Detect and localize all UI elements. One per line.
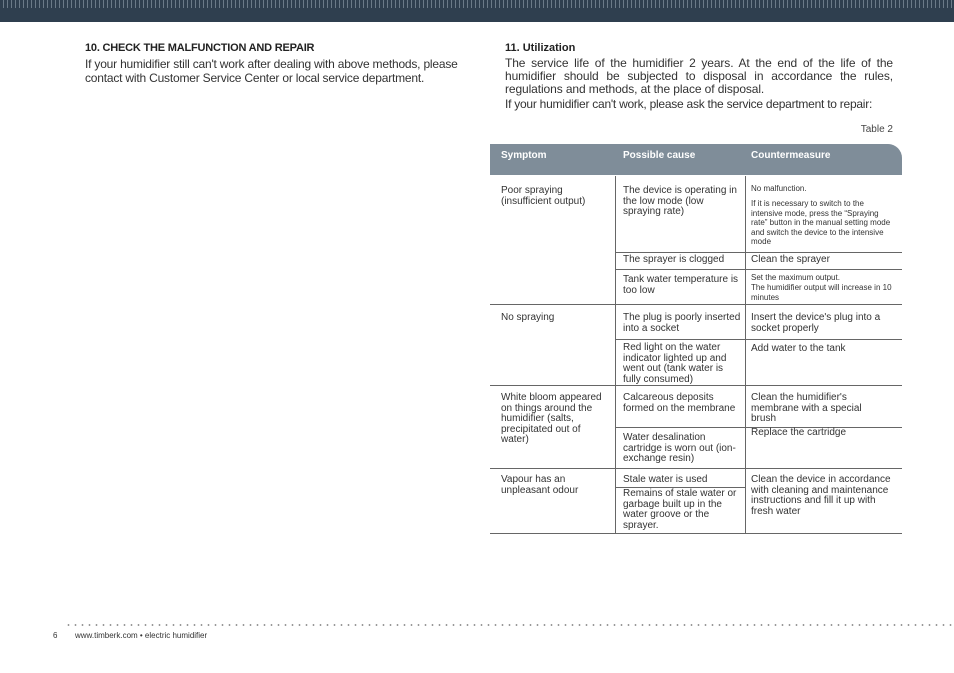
column-divider <box>745 176 746 533</box>
row-divider <box>490 304 902 305</box>
cause-plug-poorly-inserted: The plug is poorly inserted into a socket <box>623 312 741 334</box>
measure-replace-cartridge: Replace the cartridge <box>751 427 847 438</box>
column-divider <box>615 176 616 533</box>
measure-set-max-output: Set the maximum output. <box>751 273 840 282</box>
header-countermeasure: Countermeasure <box>751 150 831 161</box>
cause-tank-empty: Red light on the water indicator lighted up and went out (tank water is fully consumed) <box>623 342 727 385</box>
header-symptom: Symptom <box>501 150 547 161</box>
cause-calcareous-deposits: Calcareous deposits formed on the membrane <box>623 392 736 414</box>
row-divider <box>490 385 902 386</box>
cause-garbage-remains: Remains of stale water or garbage built up in the water groove or the sprayer. <box>623 488 737 531</box>
measure-switch-intensive: If it is necessary to switch to the intensive mode, press the “Spraying rate” button in the manual setting mode and switch the device to the intensive mode <box>751 199 891 246</box>
section-11-text: The service life of the humidifier 2 years. At the end of the life of the humidifier should be subjected to disposal in accordance the rules, regulations and methods, at the place of disposal. <box>505 56 893 96</box>
measure-output-increase: The humidifier output will increase in 10 minutes <box>751 283 892 302</box>
symptom-unpleasant-odour: Vapour has an unpleasant odour <box>501 474 579 496</box>
footer-text: www.timberk.com • electric humidifier <box>75 631 208 640</box>
measure-clean-sprayer: Clean the sprayer <box>751 254 830 265</box>
sub-row-divider <box>615 252 902 253</box>
measure-clean-membrane: Clean the humidifier's membrane with a special brush <box>751 392 862 424</box>
table-label: Table 2 <box>860 124 893 135</box>
sub-row-divider <box>615 339 902 340</box>
header-possible-cause: Possible cause <box>623 150 696 161</box>
cause-stale-water: Stale water is used <box>623 474 708 485</box>
measure-add-water: Add water to the tank <box>751 343 846 354</box>
cause-cartridge-worn: Water desalination cartridge is worn out (ion-exchange resin) <box>623 432 736 464</box>
table-bottom-border <box>490 533 902 534</box>
row-divider <box>490 468 902 469</box>
table-header <box>490 144 902 175</box>
cause-sprayer-clogged: The sprayer is clogged <box>623 254 725 265</box>
cause-low-mode: The device is operating in the low mode (low spraying rate) <box>623 185 737 217</box>
cause-low-temperature: Tank water temperature is too low <box>623 274 739 296</box>
section-11-repair-text: If your humidifier can't work, please ask the service department to repair: <box>505 97 873 111</box>
section-11-title: 11. Utilization <box>505 42 576 54</box>
symptom-white-bloom: White bloom appeared on things around the humidifier (salts, precipitated out of water) <box>501 392 602 445</box>
symptom-no-spraying: No spraying <box>501 312 555 323</box>
sub-row-divider <box>615 269 902 270</box>
page-number: 6 <box>53 631 58 640</box>
measure-insert-plug: Insert the device's plug into a socket properly <box>751 312 881 334</box>
section-10-text: If your humidifier still can't work after dealing with above methods, please contact with Customer Service Center or local service department. <box>85 57 458 85</box>
measure-clean-device: Clean the device in accordance with cleaning and maintenance instructions and fill it up with fresh water <box>751 474 891 517</box>
measure-no-malfunction: No malfunction. <box>751 184 807 193</box>
header-band-line <box>0 8 954 22</box>
footer-dotted-line <box>65 624 954 626</box>
symptom-poor-spraying: Poor spraying (insufficient output) <box>501 185 586 207</box>
section-10-title: 10. CHECK THE MALFUNCTION AND REPAIR <box>85 42 315 54</box>
